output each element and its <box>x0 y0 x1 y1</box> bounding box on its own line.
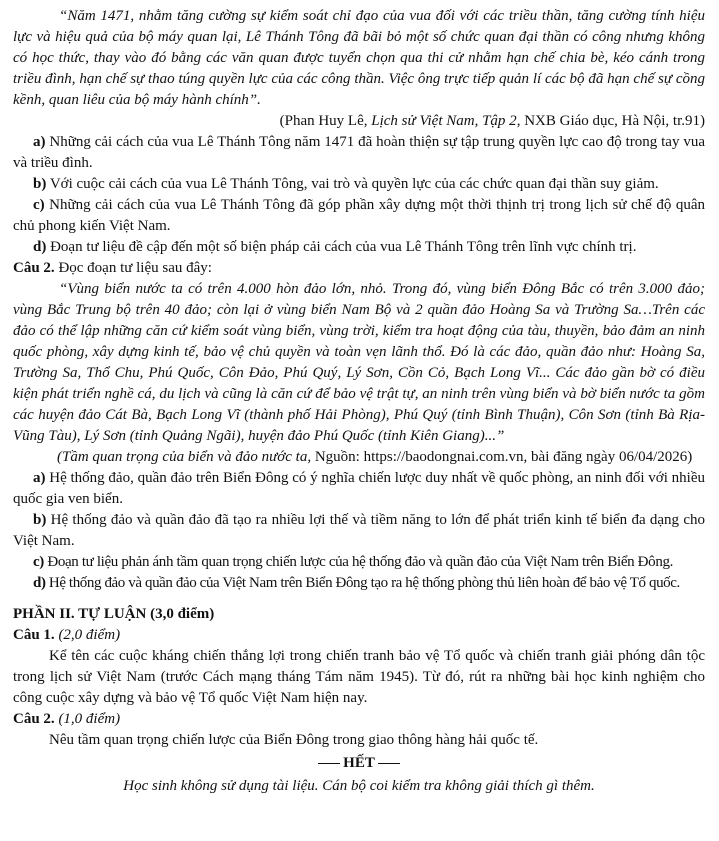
statement-text: Những cải cách của vua Lê Thánh Tông năm 1471 đã hoàn thiện sự tập trung quyền lực cao độ trong tay vua và triều đình. <box>13 134 705 171</box>
statement-text: Hệ thống đảo, quần đảo trên Biển Đông có ý nghĩa chiến lược duy nhất về quốc phòng, an ninh đối với nhiều quốc gia ven biển. <box>13 470 705 507</box>
statement-label: d) <box>33 575 46 591</box>
cau1-source <box>13 111 705 132</box>
q1-points: (2,0 điểm) <box>54 627 121 643</box>
statement-label: d) <box>33 239 47 255</box>
part2-heading: PHẦN II. TỰ LUẬN (3,0 điểm) <box>13 606 215 622</box>
cau2-statement-a <box>13 468 705 510</box>
end-marker <box>13 753 705 774</box>
statement-label: b) <box>33 176 47 192</box>
q2-label: Câu 2. <box>13 711 55 727</box>
cau2-statement-d <box>13 573 705 594</box>
statement-text: Hệ thống đảo và quần đảo đã tạo ra nhiều lợi thế và tiềm năng to lớn để phát triển kinh tế biển đa dạng cho Việt Nam. <box>13 512 705 549</box>
cau1-statement-d <box>13 237 705 258</box>
cau2-statement-b <box>13 510 705 552</box>
statement-label: a) <box>33 470 46 486</box>
end-dash-right <box>378 763 400 764</box>
cau1-statement-c <box>13 195 705 237</box>
cau2-source <box>13 447 705 468</box>
cau2-lead: Đọc đoạn tư liệu sau đây: <box>54 260 212 276</box>
cau2-statement-c <box>13 552 705 573</box>
cau1-quote: “Năm 1471, nhằm tăng cường sự kiểm soát chỉ đạo của vua đối với các triều thần, tăng cường tính hiệu lực và hiệu quả của bộ máy quan lại, Lê Thánh Tông đã bãi bỏ một số chức quan đại thần có công nhưng không có học thức, thay vào đó bằng các văn quan được tuyển chọn qua thi cử nhằm hạn chế chia bè, kéo cánh trong triều đình, hạn chế sự thao túng quyền lực của các công thần. Việc ông trực tiếp quản lí các bộ đã hạn chế sự cồng kềnh, quan liêu của bộ máy hành chính”. <box>13 8 705 108</box>
part2-q2-text: Nêu tầm quan trọng chiến lược của Biển Đông trong giao thông hàng hải quốc tế. <box>49 732 539 748</box>
end-dash-left <box>318 763 340 764</box>
q2-points: (1,0 điểm) <box>54 711 121 727</box>
cau1-statement-a <box>13 132 705 174</box>
statement-text: Những cải cách của vua Lê Thánh Tông đã góp phần xây dựng một thời thịnh trị trong lịch sử chế độ quân chủ phong kiến Việt Nam. <box>13 197 705 234</box>
cau1-statement-b <box>13 174 705 195</box>
statement-label: b) <box>33 512 47 528</box>
statement-text: Với cuộc cải cách của vua Lê Thánh Tông, vai trò và quyền lực của các chức quan đại thần suy giảm. <box>46 176 659 192</box>
part2-q1-text: Kể tên các cuộc kháng chiến thắng lợi trong chiến tranh bảo vệ Tổ quốc và chiến tranh giải phóng dân tộc trong lịch sử Việt Nam (trước Cách mạng tháng Tám năm 1945). Từ đó, rút ra những bài học kinh nghiệm cho công cuộc xây dựng và bảo vệ Tổ quốc Việt Nam hiện nay. <box>13 648 705 706</box>
cau2-quote: “Vùng biển nước ta có trên 4.000 hòn đảo lớn, nhỏ. Trong đó, vùng biển Đông Bắc có trên 3.000 đảo; vùng Bắc Trung bộ trên 40 đảo; còn lại ở vùng biển Nam Bộ và 2 quần đảo Hoàng Sa và Trường Sa…Trên các đảo có thể lập những căn cứ kiểm soát vùng biển, vùng trời, kiểm tra hoạt động của tàu, thuyền, bảo đảm an ninh quốc phòng, xây dựng kinh tế, bảo vệ chủ quyền và toàn vẹn lãnh thổ. Đó là các đảo, quần đảo như: Hoàng Sa, Trường Sa, Thổ Chu, Phú Quốc, Côn Đảo, Phú Quý, Lý Sơn, Cồn Cỏ, Bạch Long Vĩ... Các đảo gần bờ có điều kiện phát triển nghề cá, du lịch và cũng là căn cứ để bảo vệ trật tự, an ninh trên vùng biển và bờ biển nước ta gồm các huyện đảo Cát Bà, Bạch Long Vĩ (thành phố Hải Phòng), Phú Quý (tỉnh Bình Thuận), Côn Sơn (tỉnh Bà Rịa-Vũng Tàu), Lý Sơn (tỉnh Quảng Ngãi), huyện đảo Phú Quốc (tỉnh Kiên Giang)...” <box>13 281 705 444</box>
footer-note: Học sinh không sử dụng tài liệu. Cán bộ coi kiểm tra không giải thích gì thêm. <box>123 778 595 794</box>
cau2-source-title: (Tầm quan trọng của biển và đảo nước ta, <box>57 449 312 465</box>
cau1-source-pre: (Phan Huy Lê, <box>279 113 372 129</box>
statement-text: Đoạn tư liệu phản ánh tầm quan trọng chiến lược của hệ thống đảo và quần đảo của Việt Nam trên Biển Đông. <box>43 554 674 570</box>
statement-label: c) <box>33 554 44 570</box>
statement-label: a) <box>33 134 46 150</box>
statement-label: c) <box>33 197 45 213</box>
cau1-source-title: Lịch sử Việt Nam, Tập 2 <box>371 113 517 129</box>
cau2-label: Câu 2. <box>13 260 55 276</box>
part2-q1-heading <box>13 625 705 646</box>
statement-text: Hệ thống đảo và quần đảo của Việt Nam trên Biển Đông tạo ra hệ thống phòng thủ liên hoàn để bảo vệ Tổ quốc. <box>45 575 680 591</box>
end-label: HẾT <box>343 755 375 771</box>
cau1-source-post: , NXB Giáo dục, Hà Nội, tr.91) <box>516 113 705 129</box>
statement-text: Đoạn tư liệu đề cập đến một số biện pháp cải cách của vua Lê Thánh Tông trên lĩnh vực chính trị. <box>46 239 637 255</box>
cau2-heading <box>13 258 705 279</box>
q1-label: Câu 1. <box>13 627 55 643</box>
cau2-source-rest: Nguồn: https://baodongnai.com.vn, bài đăng ngày 06/04/2026) <box>311 449 693 465</box>
part2-q2-heading <box>13 709 705 730</box>
